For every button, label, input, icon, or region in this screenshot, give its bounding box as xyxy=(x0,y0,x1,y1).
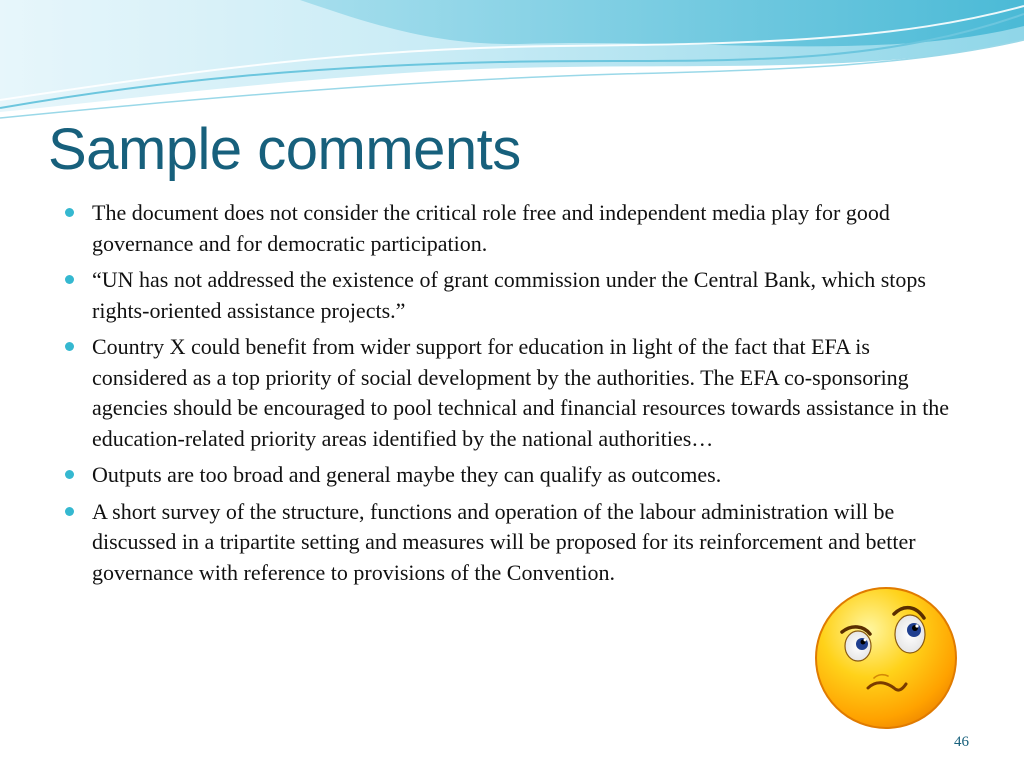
bullet-icon xyxy=(65,342,74,351)
bullet-icon xyxy=(65,208,74,217)
list-item-text: “UN has not addressed the existence of grant commission under the Central Bank, which stops rights-oriented assistance projects.” xyxy=(92,267,926,323)
page-title: Sample comments xyxy=(48,117,521,182)
bullet-icon xyxy=(65,507,74,516)
confused-face-icon xyxy=(812,584,960,732)
list-item-text: Country X could benefit from wider support for education in light of the fact that EFA is considered as a top priority of social development by the authorities. The EFA co-sponsoring agencies should be encouraged to pool technical and financial resources towards assistance in the education-related priority areas identified by the national authorities… xyxy=(92,334,950,451)
bullet-icon xyxy=(65,470,74,479)
list-item xyxy=(62,198,952,259)
list-item xyxy=(62,497,952,589)
comment-list xyxy=(62,198,952,594)
wave-banner-icon xyxy=(0,0,1024,130)
list-item xyxy=(62,332,952,454)
list-item-text: A short survey of the structure, functions and operation of the labour administration will be discussed in a tripartite setting and measures will be proposed for its reinforcement and better governance with reference to provisions of the Convention. xyxy=(92,498,916,585)
bullet-icon xyxy=(65,275,74,284)
list-item-text: Outputs are too broad and general maybe they can qualify as outcomes. xyxy=(92,462,722,487)
list-item-text: The document does not consider the critical role free and independent media play for good governance and for democratic participation. xyxy=(92,200,890,256)
list-item xyxy=(62,265,952,326)
page-number: 46 xyxy=(954,734,969,750)
list-item xyxy=(62,460,952,491)
